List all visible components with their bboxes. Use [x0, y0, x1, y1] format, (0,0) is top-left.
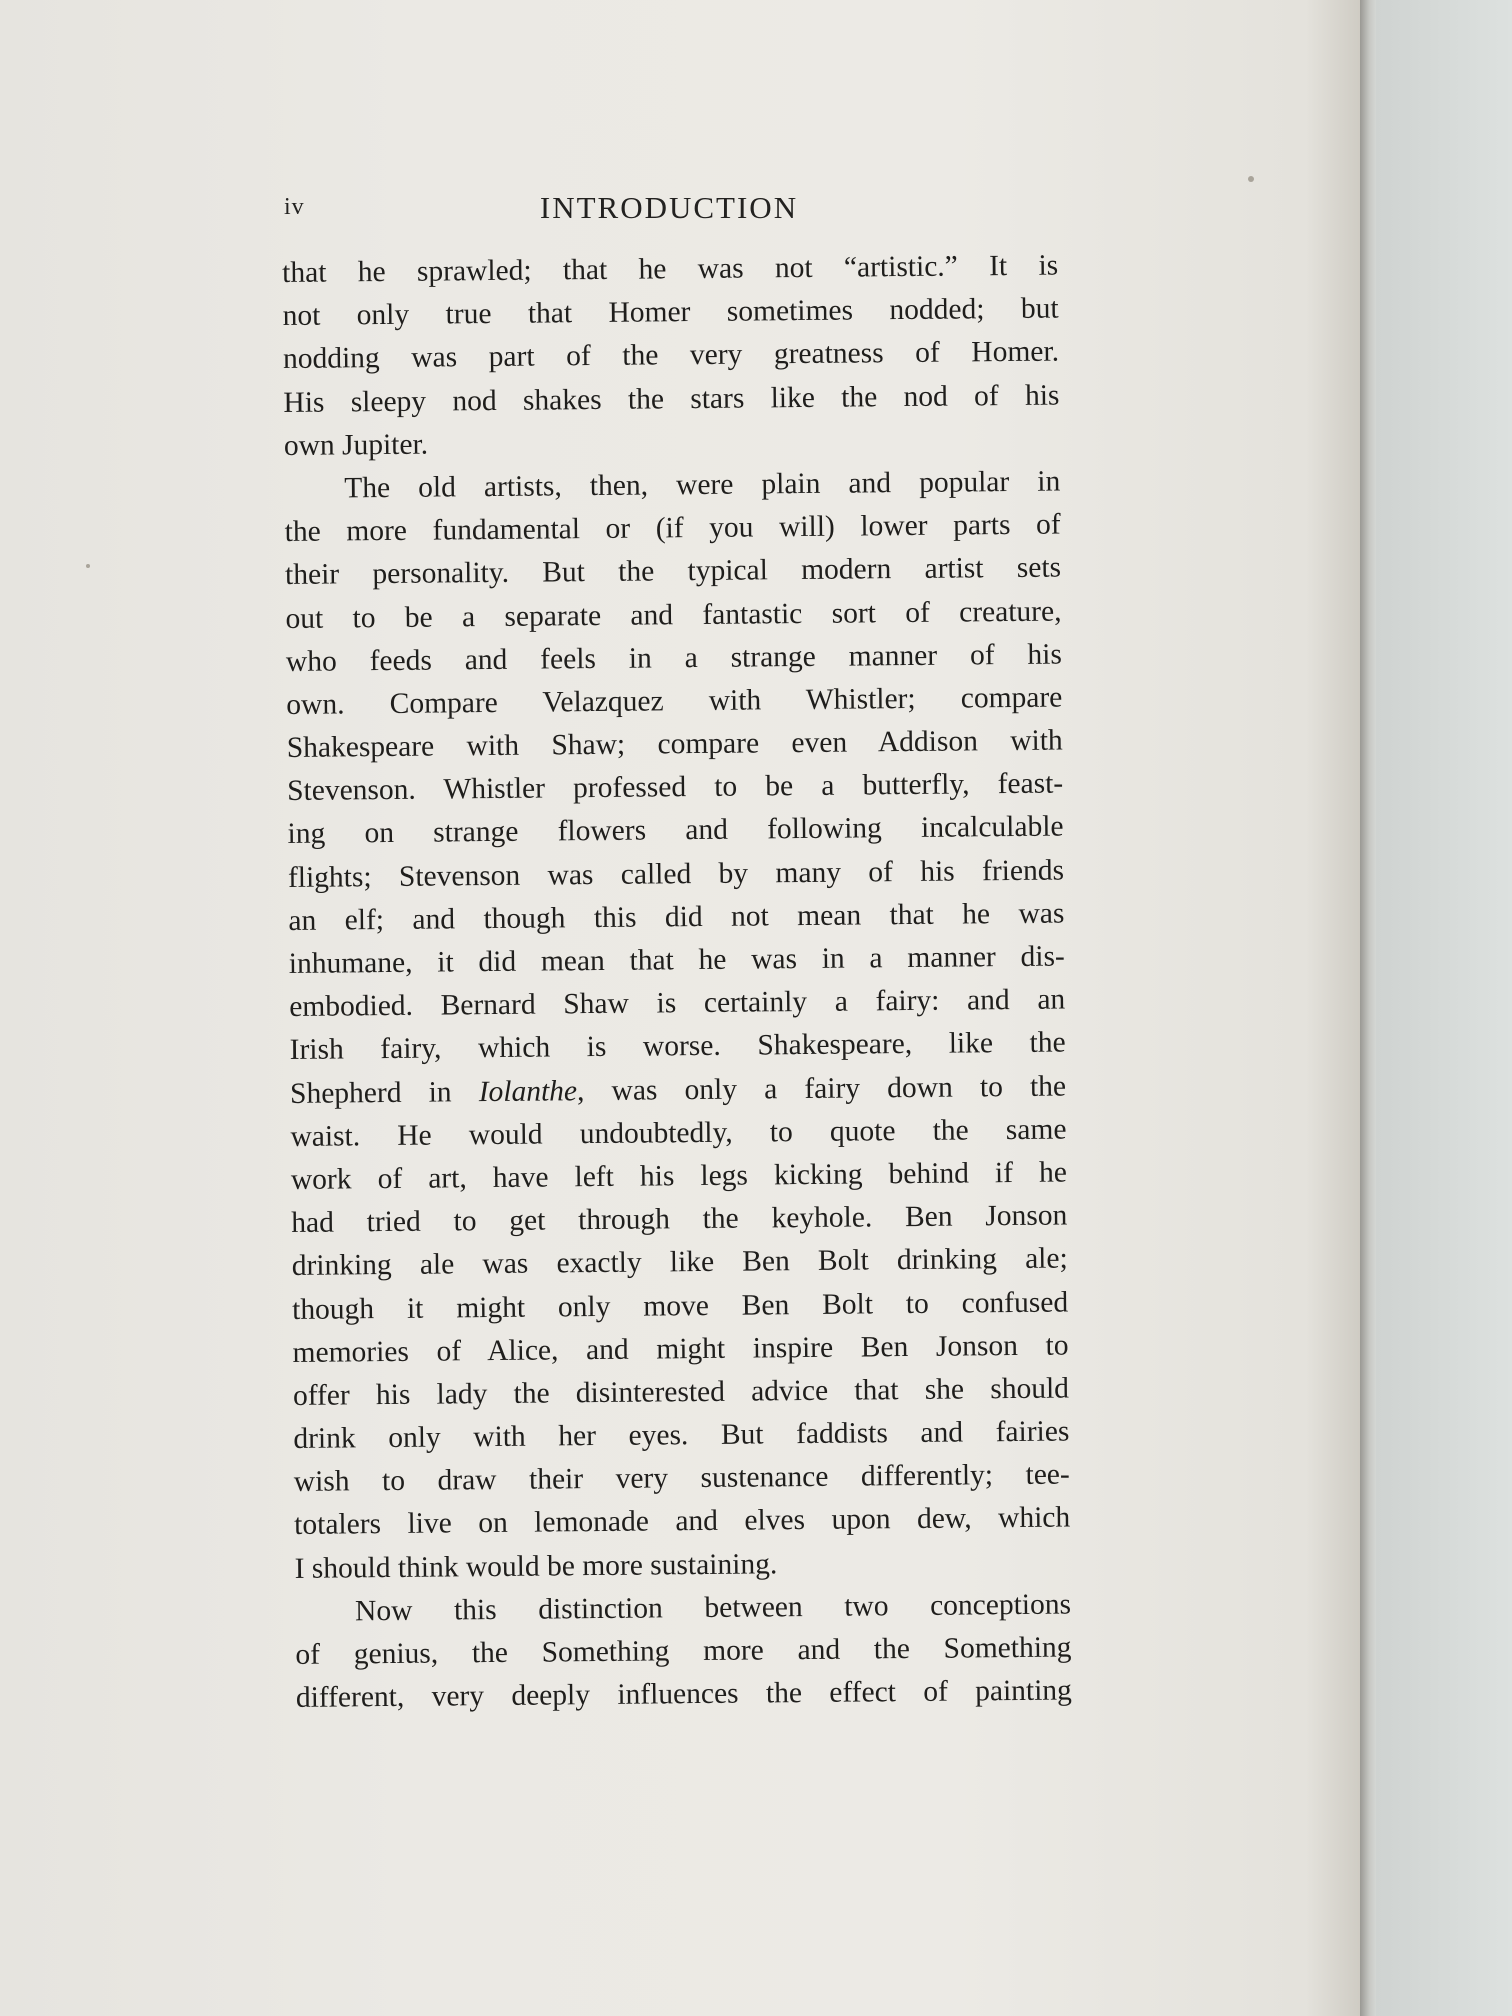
text-line: memories of Alice, and might inspire Ben Jonson to [292, 1329, 1069, 1369]
text-line: waist. He would undoubtedly, to quote the same [290, 1113, 1067, 1153]
text-line: inhumane, it did mean that he was in a manner dis- [288, 940, 1065, 980]
next-page-edge [1376, 0, 1512, 2016]
paper-speck [1248, 176, 1254, 182]
text-line: nodding was part of the very greatness of Homer. [282, 335, 1060, 376]
text-line: drink only with her eyes. But faddists and fairies [293, 1415, 1070, 1456]
text-line: I should think would be more sustaining. [294, 1547, 778, 1585]
page-header [284, 190, 1054, 234]
body-text [282, 245, 1072, 1721]
text-line: who feeds and feels in a strange manner of his [285, 638, 1063, 678]
text-span: Shepherd in [289, 1075, 479, 1110]
text-line: Irish fairy, which is worse. Shakespeare, like the [289, 1026, 1066, 1067]
text-line: totalers live on lemonade and elves upon dew, which [294, 1501, 1071, 1542]
paper-speck [86, 564, 90, 568]
text-line: out to be a separate and fantastic sort of creature, [285, 595, 1062, 635]
text-line: His sleepy nod shakes the stars like the nod of his [283, 379, 1060, 419]
text-line: embodied. Bernard Shaw is certainly a fairy: and an [289, 983, 1066, 1024]
text-line: the more fundamental or (if you will) lower parts of [284, 508, 1061, 549]
text-line: had tried to get through the keyhole. Ben Jonson [291, 1199, 1068, 1240]
text-line: not only true that Homer sometimes nodded; but [282, 292, 1059, 333]
page-number: iv [284, 194, 305, 220]
text-line: work of art, have left his legs kicking behind if he [290, 1156, 1068, 1196]
text-line: though it might only move Ben Bolt to confused [291, 1286, 1069, 1326]
text-span: , was only a fairy down to the [576, 1070, 1067, 1107]
text-line: their personality. But the typical modern artist sets [284, 551, 1062, 592]
text-line: different, very deeply influences the effect of painting [295, 1674, 1072, 1715]
italic-title: Iolanthe [478, 1074, 578, 1108]
page-edge-shadow [1360, 0, 1376, 2016]
text-line: Now this distinction between two conceptions [354, 1588, 1072, 1628]
text-line: flights; Stevenson was called by many of his friends [287, 854, 1065, 894]
text-line: of genius, the Something more and the Something [295, 1631, 1072, 1671]
text-line: Shakespeare with Shaw; compare even Addison with [286, 724, 1063, 765]
text-line: ing on strange flowers and following incalculable [287, 810, 1064, 851]
text-line: Stevenson. Whistler professed to be a butterfly, feast- [287, 767, 1064, 808]
text-line: wish to draw their very sustenance differently; tee- [293, 1458, 1070, 1499]
text-line [290, 1065, 1066, 1116]
text-line: drinking ale was exactly like Ben Bolt drinking ale; [291, 1242, 1068, 1283]
running-head: INTRODUCTION [539, 190, 799, 225]
text-line: own Jupiter. [283, 428, 429, 462]
text-line: that he sprawled; that he was not “artistic.” It is [282, 249, 1059, 289]
text-line: an elf; and though this did not mean that he was [288, 897, 1065, 937]
text-line: The old artists, then, were plain and popular in [344, 465, 1061, 505]
text-line: offer his lady the disinterested advice that she should [292, 1372, 1070, 1412]
text-line: own. Compare Velazquez with Whistler; compare [286, 681, 1063, 721]
